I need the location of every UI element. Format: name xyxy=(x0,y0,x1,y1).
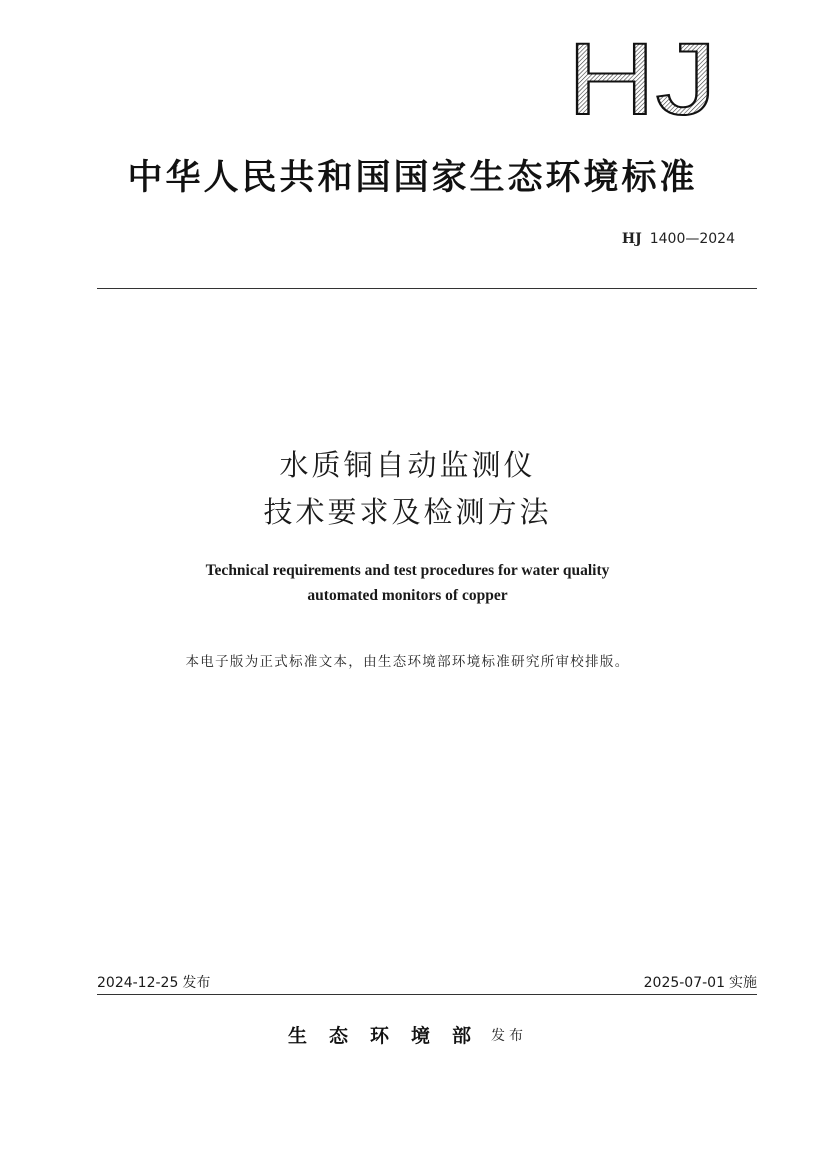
effective-date-label: 实施 xyxy=(729,975,757,991)
standard-number-value: 1400—2024 xyxy=(649,231,735,247)
effective-date xyxy=(644,972,757,992)
top-divider xyxy=(97,288,757,289)
publisher-line xyxy=(0,1021,815,1048)
standard-number xyxy=(622,231,735,247)
chinese-title-line-1: 水质铜自动监测仪 xyxy=(279,448,536,482)
english-title-line-1: Technical requirements and test procedures for water quality xyxy=(205,562,610,579)
effective-date-value: 2025-07-01 xyxy=(643,975,725,991)
english-title-line-2: automated monitors of copper xyxy=(307,587,508,604)
issue-date-label: 发布 xyxy=(182,975,211,991)
chinese-title-line-2: 技术要求及检测方法 xyxy=(263,495,552,529)
electronic-version-note: 本电子版为正式标准文本，由生态环境部环境标准研究所审校排版。 xyxy=(185,654,630,670)
hj-logo-text: HJ xyxy=(567,36,717,120)
standard-number-prefix: HJ xyxy=(621,231,642,247)
standard-category-title: 中华人民共和国国家生态环境标准 xyxy=(127,157,698,198)
bottom-divider xyxy=(97,994,757,995)
issue-date xyxy=(97,972,210,992)
publisher-action: 发布 xyxy=(491,1028,527,1044)
hj-logo xyxy=(562,36,722,120)
publisher-name: 生态环境部 xyxy=(287,1025,493,1047)
issue-date-value: 2024-12-25 xyxy=(97,975,179,991)
